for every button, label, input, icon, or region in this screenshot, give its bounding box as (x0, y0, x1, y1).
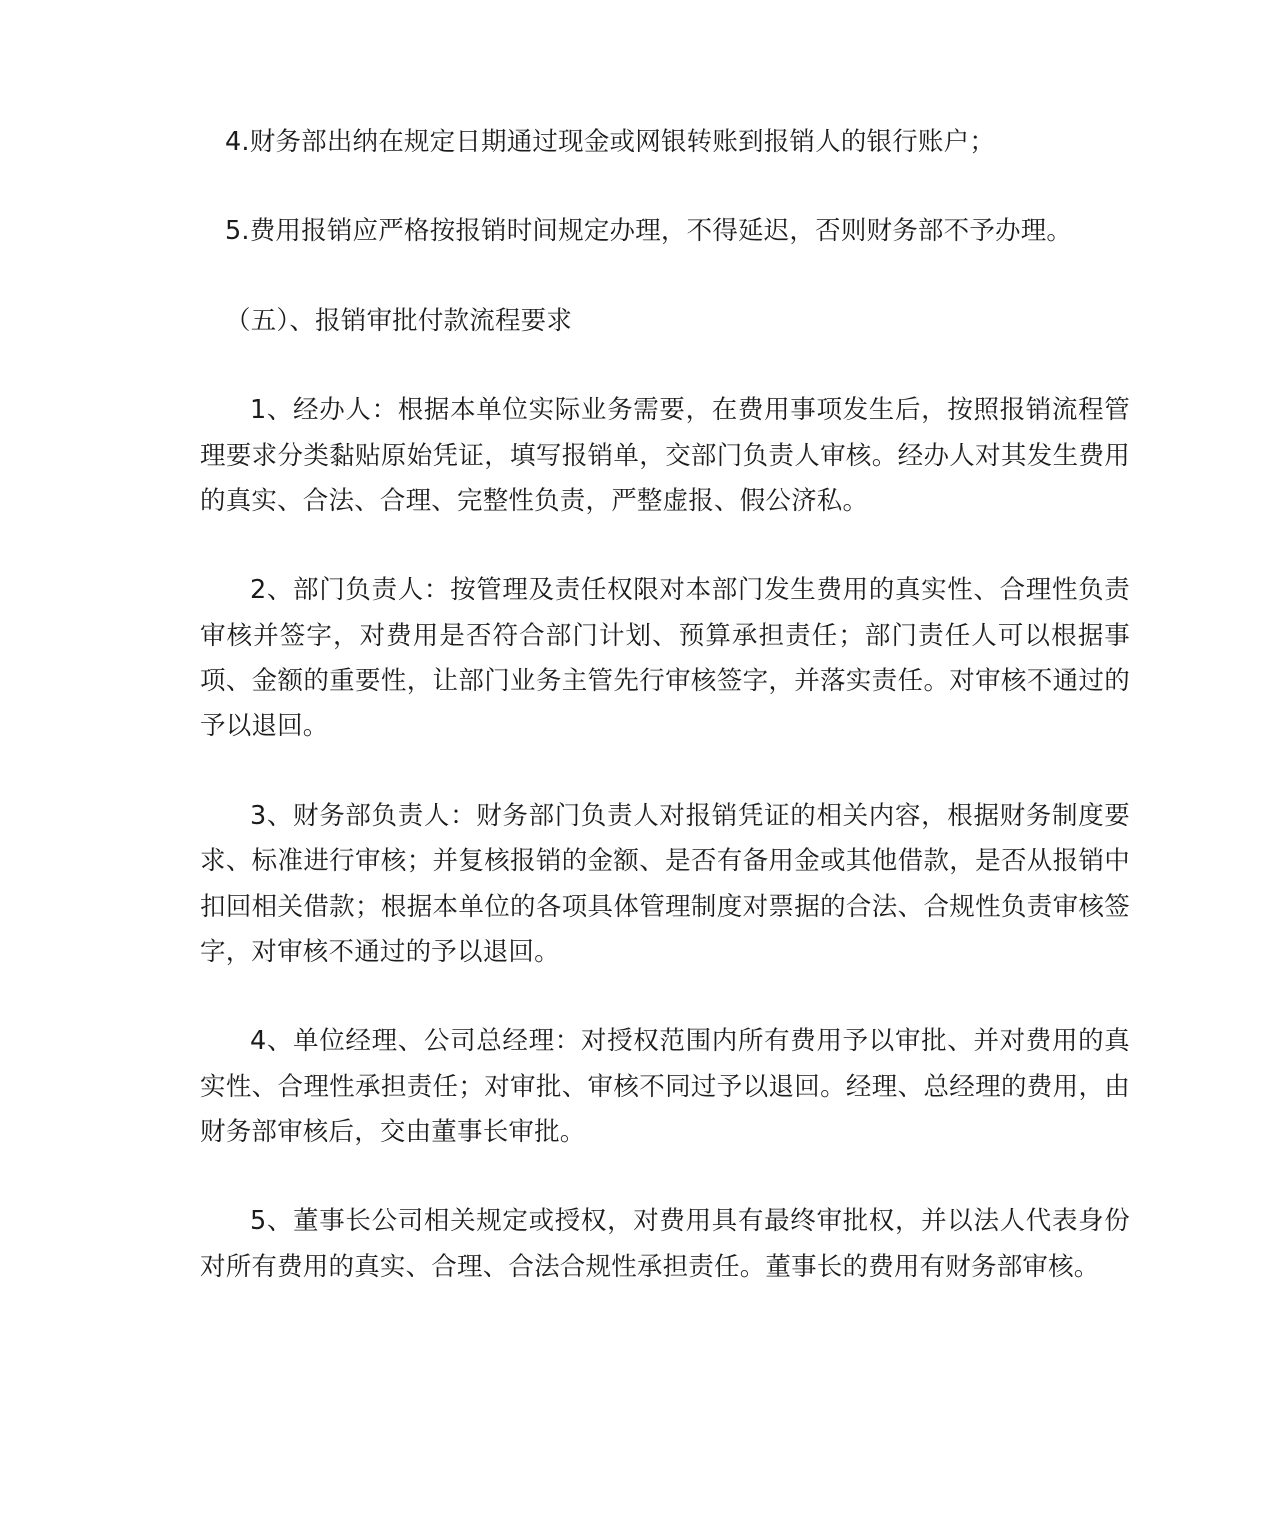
paragraph-role-1-handler: 1、经办人：根据本单位实际业务需要，在费用事项发生后，按照报销流程管理要求分类黏贴原始凭证，填写报销单，交部门负责人审核。经办人对其发生费用的真实、合法、合理、完整性负责，严整虚报、假公济私。 (200, 395, 1130, 516)
paragraph-item-5-deadline: 5.费用报销应严格按报销时间规定办理，不得延迟，否则财务部不予办理。 (225, 216, 1073, 247)
document-body (200, 120, 1130, 1290)
paragraph-role-3-finance-head: 3、财务部负责人：财务部门负责人对报销凭证的相关内容，根据财务制度要求、标准进行审核；并复核报销的金额、是否有备用金或其他借款，是否从报销中扣回相关借款；根据本单位的各项具体管理制度对票据的合法、合规性负责审核签字，对审核不通过的予以退回。 (200, 800, 1130, 967)
paragraph-role-4-managers: 4、单位经理、公司总经理：对授权范围内所有费用予以审批、并对费用的真实性、合理性承担责任；对审批、审核不同过予以退回。经理、总经理的费用，由财务部审核后，交由董事长审批。 (200, 1026, 1130, 1147)
paragraph-item-4-cashier: 4.财务部出纳在规定日期通过现金或网银转账到报销人的银行账户； (225, 127, 996, 157)
paragraph-role-5-chairman: 5、董事长公司相关规定或授权，对费用具有最终审批权，并以法人代表身份对所有费用的真实、合理、合法合规性承担责任。董事长的费用有财务部审核。 (200, 1206, 1130, 1282)
section-heading-five: （五）、报销审批付款流程要求 (225, 305, 573, 336)
paragraph-role-2-department-head: 2、部门负责人：按管理及责任权限对本部门发生费用的真实性、合理性负责审核并签字，对费用是否符合部门计划、预算承担责任；部门责任人可以根据事项、金额的重要性，让部门业务主管先行审核签字，并落实责任。对审核不通过的予以退回。 (200, 575, 1130, 742)
